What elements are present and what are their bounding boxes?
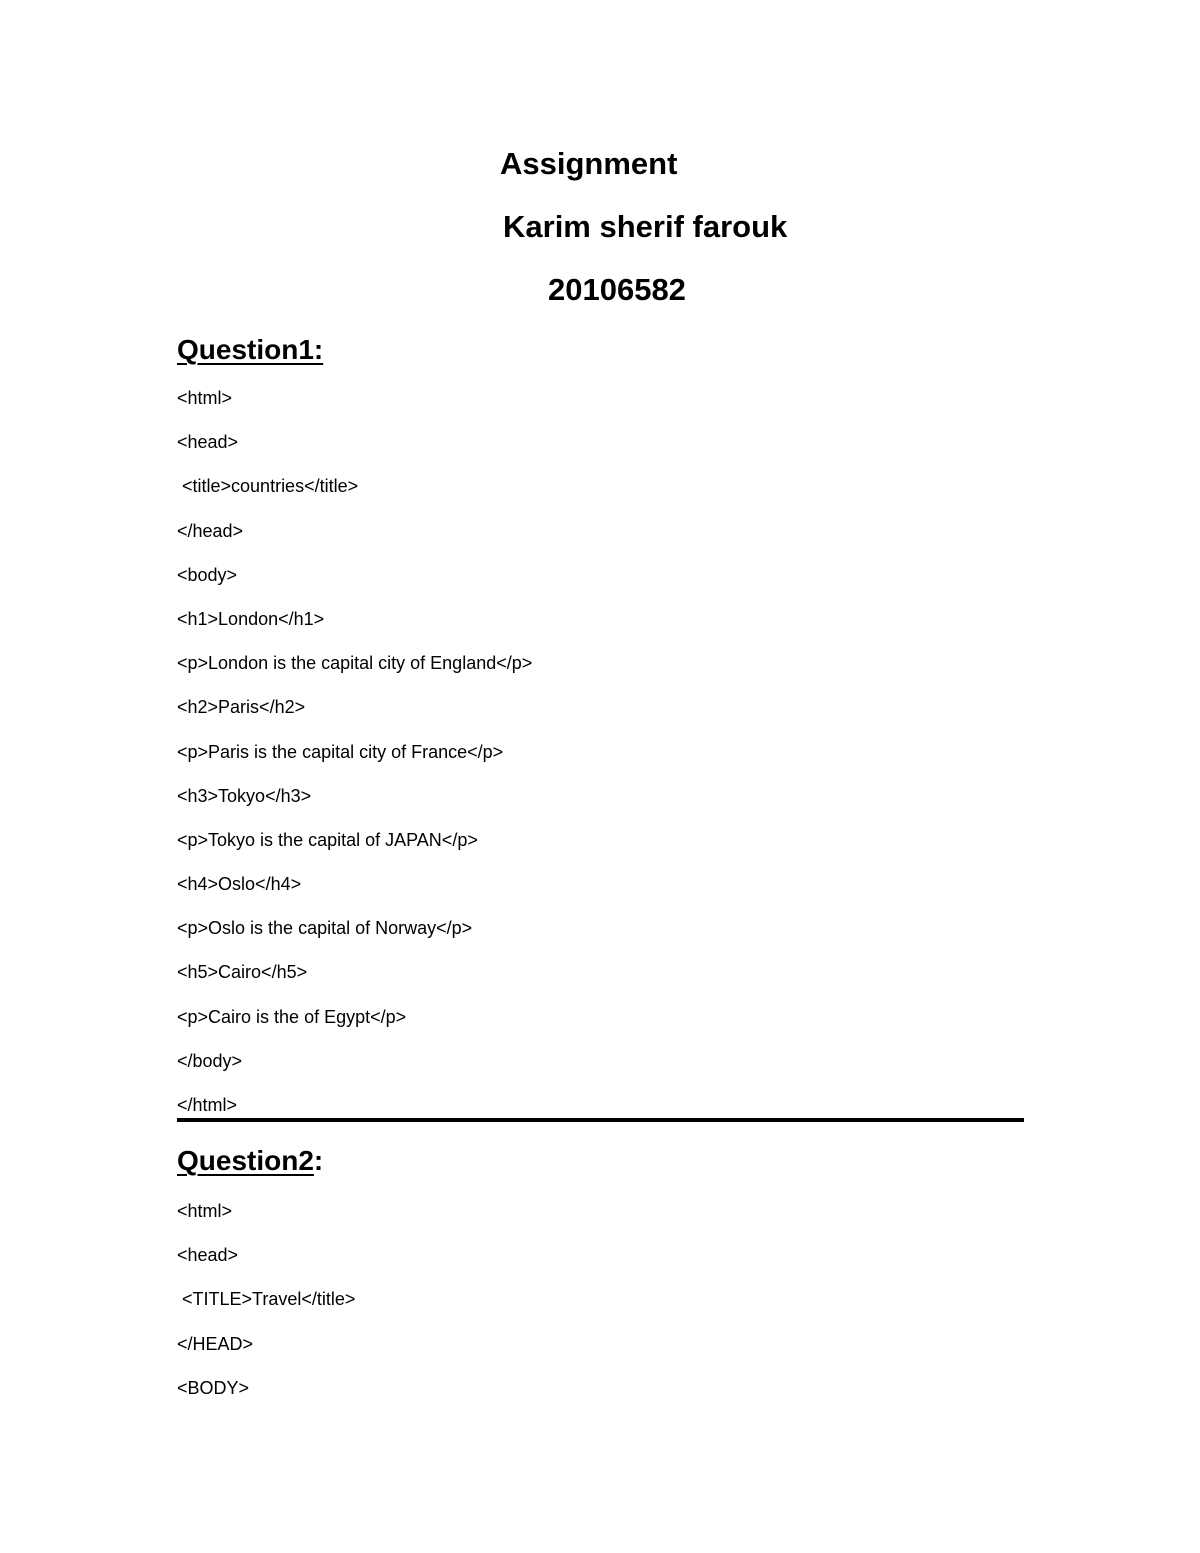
code-line: <h2>Paris</h2> — [177, 697, 306, 718]
section-divider — [177, 1118, 1024, 1122]
code-line: <p>Cairo is the of Egypt</p> — [177, 1006, 407, 1027]
student-id: 20106582 — [548, 272, 686, 307]
code-line: <h5>Cairo</h5> — [177, 962, 308, 983]
code-line: </HEAD> — [177, 1333, 254, 1354]
question1-heading-text: Question1: — [177, 334, 324, 365]
question2-heading — [177, 1147, 323, 1175]
code-line: <head> — [177, 1245, 239, 1266]
code-line: <TITLE>Travel</title> — [177, 1289, 356, 1310]
question1-heading — [177, 336, 323, 364]
document-title: Assignment — [500, 146, 678, 181]
author-name: Karim sherif farouk — [503, 209, 788, 244]
question1-code-block — [177, 387, 1077, 1138]
code-line: <head> — [177, 432, 239, 453]
code-line: </head> — [177, 520, 244, 541]
code-line: <p>London is the capital city of England</p> — [177, 653, 533, 674]
question2-heading-text: Question2 — [177, 1145, 314, 1176]
question2-heading-colon: : — [313, 1145, 324, 1176]
code-line: <BODY> — [177, 1377, 250, 1398]
code-line: <h3>Tokyo</h3> — [177, 785, 312, 806]
code-line: <p>Paris is the capital city of France</p> — [177, 741, 504, 762]
code-line: <html> — [177, 1201, 233, 1221]
code-line: </body> — [177, 1050, 243, 1071]
code-line: </html> — [177, 1095, 238, 1115]
code-line: <title>countries</title> — [177, 476, 359, 497]
code-line: <p>Tokyo is the capital of JAPAN</p> — [177, 829, 478, 850]
code-line: <h1>London</h1> — [177, 608, 325, 629]
code-line: <p>Oslo is the capital of Norway</p> — [177, 918, 473, 939]
code-line: <h4>Oslo</h4> — [177, 874, 302, 895]
code-line: <html> — [177, 388, 233, 408]
question2-code-block — [177, 1200, 1077, 1421]
code-line: <body> — [177, 564, 238, 585]
